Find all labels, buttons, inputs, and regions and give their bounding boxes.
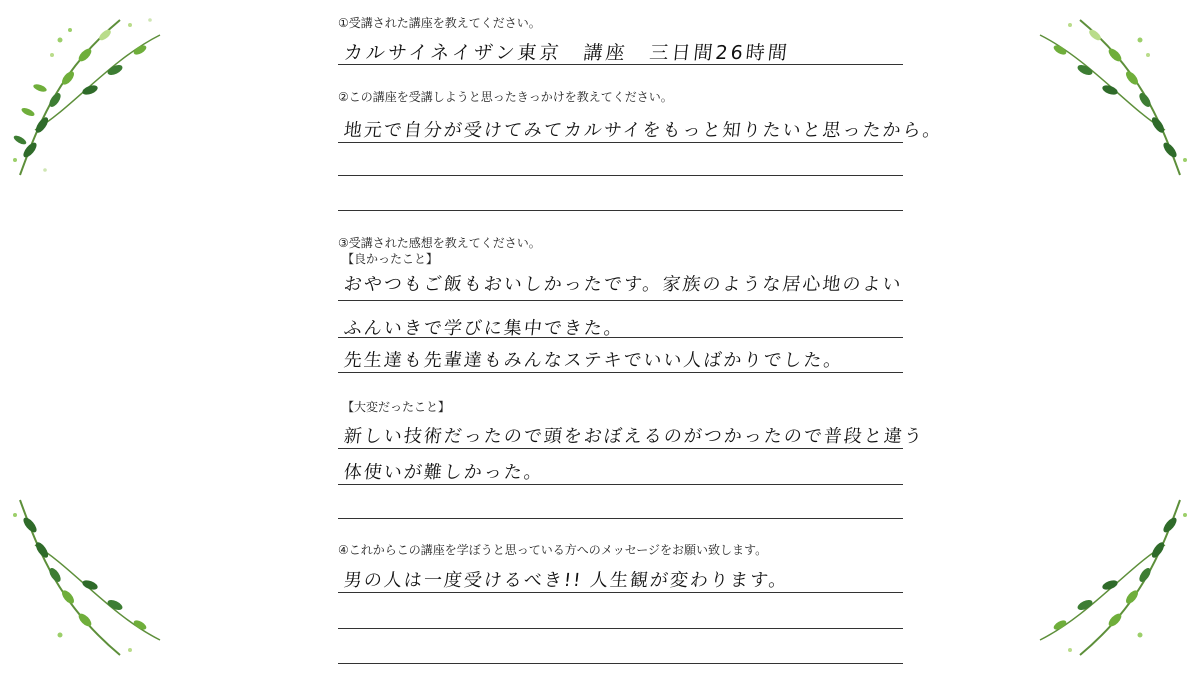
question-4-answer: 男の人は一度受けるべき!! 人生観が変わります。 [342,570,790,591]
answer-line [338,210,903,211]
good-point-line: 先生達も先輩達もみんなステキでいい人ばかりでした。 [342,350,845,371]
leaf-sprig-icon [1010,485,1200,675]
leaf-ornament-bottom-right [1010,485,1200,675]
answer-line [338,300,903,301]
question-4-label: ④これからこの講座を学ぼうと思っている方へのメッセージをお願い致します。 [338,543,768,557]
question-1-answer: カルサイネイザン東京 講座 三日間26時間 [342,42,791,64]
leaf-sprig-icon [1010,0,1200,190]
answer-line [338,337,903,338]
good-point-line: ふんいきで学びに集中できた。 [342,318,625,339]
question-3-label: ③受講された感想を教えてください。 [338,236,541,250]
answer-line [338,592,903,593]
questionnaire-sheet [338,0,944,675]
leaf-ornament-top-right [1010,0,1200,190]
good-point-line: おやつもご飯もおいしかったです。家族のような居心地のよい [342,274,904,295]
question-2-label: ②この講座を受講しようと思ったきっかけを教えてください。 [338,90,673,104]
answer-line [338,175,903,176]
leaf-sprig-icon [0,0,190,190]
answer-line [338,372,903,373]
answer-line [338,484,903,485]
answer-line [338,628,903,629]
leaf-ornament-top-left [0,0,190,190]
hard-point-line: 新しい技術だったので頭をおぼえるのがつかったので普段と違う [342,426,925,447]
answer-line [338,142,903,143]
hard-point-line: 体使いが難しかった。 [342,462,545,483]
answer-line [338,64,903,65]
leaf-sprig-icon [0,485,190,675]
question-2-answer: 地元で自分が受けてみてカルサイをもっと知りたいと思ったから。 [342,120,944,141]
good-points-heading: 【良かったこと】 [342,252,439,266]
answer-line [338,448,903,449]
answer-line [338,518,903,519]
leaf-ornament-bottom-left [0,485,190,675]
answer-line [338,663,903,664]
hard-points-heading: 【大変だったこと】 [342,400,451,414]
question-1-label: ①受講された講座を教えてください。 [338,16,541,30]
